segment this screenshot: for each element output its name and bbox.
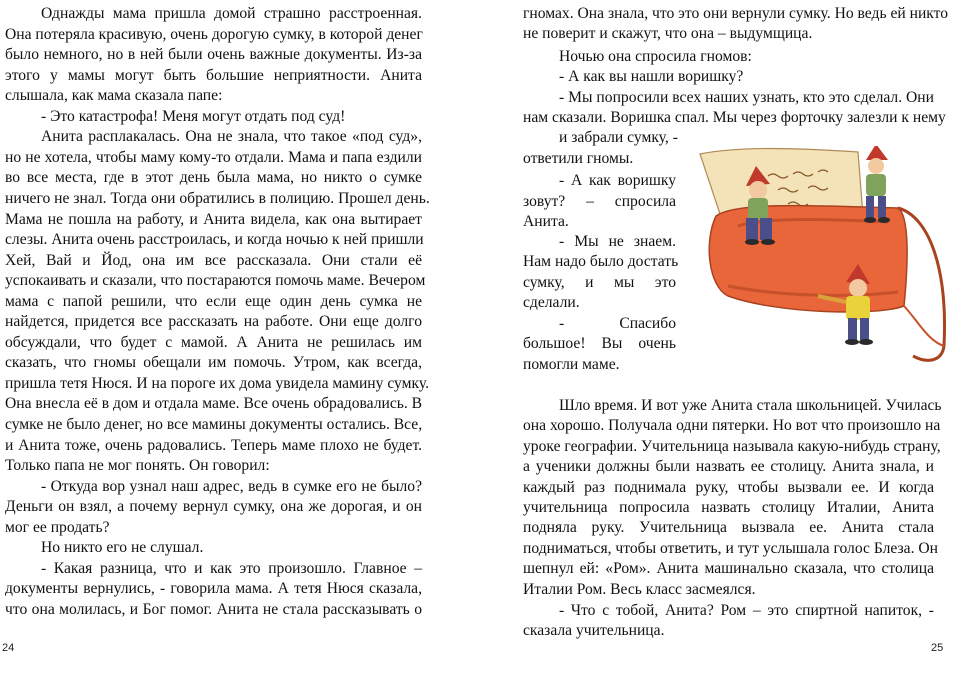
text-line: мог ее продать? bbox=[5, 518, 110, 536]
text-line: найдется, придется все рассказать на работе. Они еще долго bbox=[5, 313, 422, 331]
text-line: - Мы не знаем. bbox=[559, 233, 676, 250]
text-line: Она внесла её в дом и отдала маме. Все очень обрадовались. В bbox=[5, 395, 423, 413]
text-line: слезы. Анита очень расстроилась, и когда ночью к ней пришли bbox=[5, 231, 424, 249]
text-line: но не хотела, чтобы маму кому-то отдали. Мама и папа ездили bbox=[5, 148, 422, 166]
text-line: Она потеряла красивую, очень дорогую сумку, в которой денег bbox=[5, 25, 423, 43]
text-line: - А как вы нашли воришку? bbox=[559, 68, 744, 85]
text-line: сказать, что гномы обещали им помочь. Утром, как всегда, bbox=[5, 354, 422, 372]
text-line: Но никто его не слушал. bbox=[41, 539, 204, 557]
text-line: и забрали сумку, - bbox=[559, 129, 678, 146]
text-line: Только папа не мог понять. Он говорил: bbox=[5, 457, 270, 475]
text-line: мама с папой решили, что если еще один день сумка не bbox=[5, 292, 422, 310]
text-line: нам сказали. Воришка спал. Мы через форточку залезли к нему bbox=[523, 109, 946, 126]
text-line: Анита расплакалась. Она не знала, что такое «под суд», bbox=[41, 128, 422, 146]
text-line: каждый раз поднимала руку, чтобы вызвали ее. И когда bbox=[523, 479, 934, 496]
text-line: сказала учительница. bbox=[523, 622, 665, 639]
page-number-right: 25 bbox=[931, 642, 944, 654]
text-line: Хей, Вай и Йод, она им все рассказала. Они стали её bbox=[5, 251, 422, 269]
text-line: учительница попросила назвать столицу Италии, Анита bbox=[523, 499, 934, 516]
text-line: подняла руку. Учительница вызвала ее. Анита стала bbox=[523, 519, 934, 536]
text-line: что она молилась, и Бог помог. Анита не стала рассказывать о bbox=[5, 600, 422, 618]
text-line: не поверит и скажут, что она – выдумщица. bbox=[523, 25, 813, 42]
right-page bbox=[490, 0, 980, 674]
text-line: шепнул ей: «Ром». Анита машинально сказала, что столица bbox=[523, 560, 934, 577]
text-line: - Это катастрофа! Меня могут отдать под суд! bbox=[41, 107, 346, 125]
text-line: Деньги он взял, а почему вернул сумку, она же дорогая, и он bbox=[5, 498, 422, 516]
text-line: обсуждали, что будет с мамой. А Анита не решилась им bbox=[5, 333, 422, 351]
text-line: зовут? – спросила bbox=[523, 193, 676, 210]
text-line: этого у мамы могут быть большие неприятности. Анита bbox=[5, 66, 422, 84]
gnomes-with-handbag-illustration bbox=[698, 146, 952, 368]
text-line: документы вернулись, - говорила мама. А тетя Нюся сказала, bbox=[5, 580, 422, 598]
text-line: Ночью она спросила гномов: bbox=[559, 48, 752, 65]
text-line: сделали. bbox=[523, 294, 580, 311]
text-line: большое! Вы очень bbox=[523, 335, 676, 352]
text-line: Однажды мама пришла домой страшно расстроенная. bbox=[41, 5, 422, 22]
text-line: сумке не было денег, но все мамины документы остались. Все, bbox=[5, 416, 423, 433]
text-line: Анита. bbox=[523, 213, 569, 230]
text-line: Италии Ром. Весь класс засмеялся. bbox=[523, 581, 756, 598]
text-line: она хорошо. Получала одни пятерки. Но вот что произошло на bbox=[523, 417, 941, 434]
text-line: и Анита тоже, очень радовались. Теперь маме плохо не будет. bbox=[5, 436, 422, 454]
text-line: Шло время. И вот уже Анита стала школьницей. Училась bbox=[559, 397, 942, 414]
text-line: гномах. Она знала, что это они вернули сумку. Но ведь ей никто bbox=[523, 5, 949, 22]
text-line: ответили гномы. bbox=[523, 150, 634, 167]
text-line: ничего не знал. Тогда они обратились в полицию. Прошел день. bbox=[5, 189, 430, 207]
text-line: - Мы попросили всех наших узнать, кто это сделал. Они bbox=[559, 89, 934, 106]
text-line: пришла тетя Нюся. И на пороге их дома увидела мамину сумку. bbox=[5, 374, 429, 392]
text-line: - А как воришку bbox=[559, 172, 676, 189]
text-line: успокаивать и сказали, что постараются помочь маме. Вечером bbox=[5, 272, 426, 290]
page-number-left: 24 bbox=[2, 642, 15, 654]
text-line: а ученики должны были назвать ее столицу. Анита знала, и bbox=[523, 458, 934, 475]
text-line: Нам надо было достать bbox=[523, 253, 679, 270]
text-line: - Какая разница, что и как это произошло. Главное – bbox=[41, 559, 422, 577]
text-line: помогли маме. bbox=[523, 356, 620, 373]
text-line: во все места, где в этот день была мама, но никто о сумке bbox=[5, 169, 422, 187]
text-line: слышала, как мама сказала папе: bbox=[5, 87, 223, 105]
text-line: Мама не пошла на работу, и Анита видела, как она вытирает bbox=[5, 210, 422, 228]
text-line: уроке географии. Учительница называла какую-нибудь страну, bbox=[523, 438, 941, 455]
text-line: сумку, и мы это bbox=[523, 274, 676, 291]
text-line: - Откуда вор узнал наш адрес, ведь в сумке его не было? bbox=[41, 477, 422, 495]
text-line: - Что с тобой, Анита? Ром – это спиртной напиток, - bbox=[559, 602, 934, 619]
text-line: - Спасибо bbox=[559, 315, 676, 332]
text-line: было немного, но в ней были очень важные документы. Из-за bbox=[5, 46, 422, 64]
text-line: подниматься, чтобы ответить, и тут услышала голос Блеза. Он bbox=[523, 540, 938, 557]
